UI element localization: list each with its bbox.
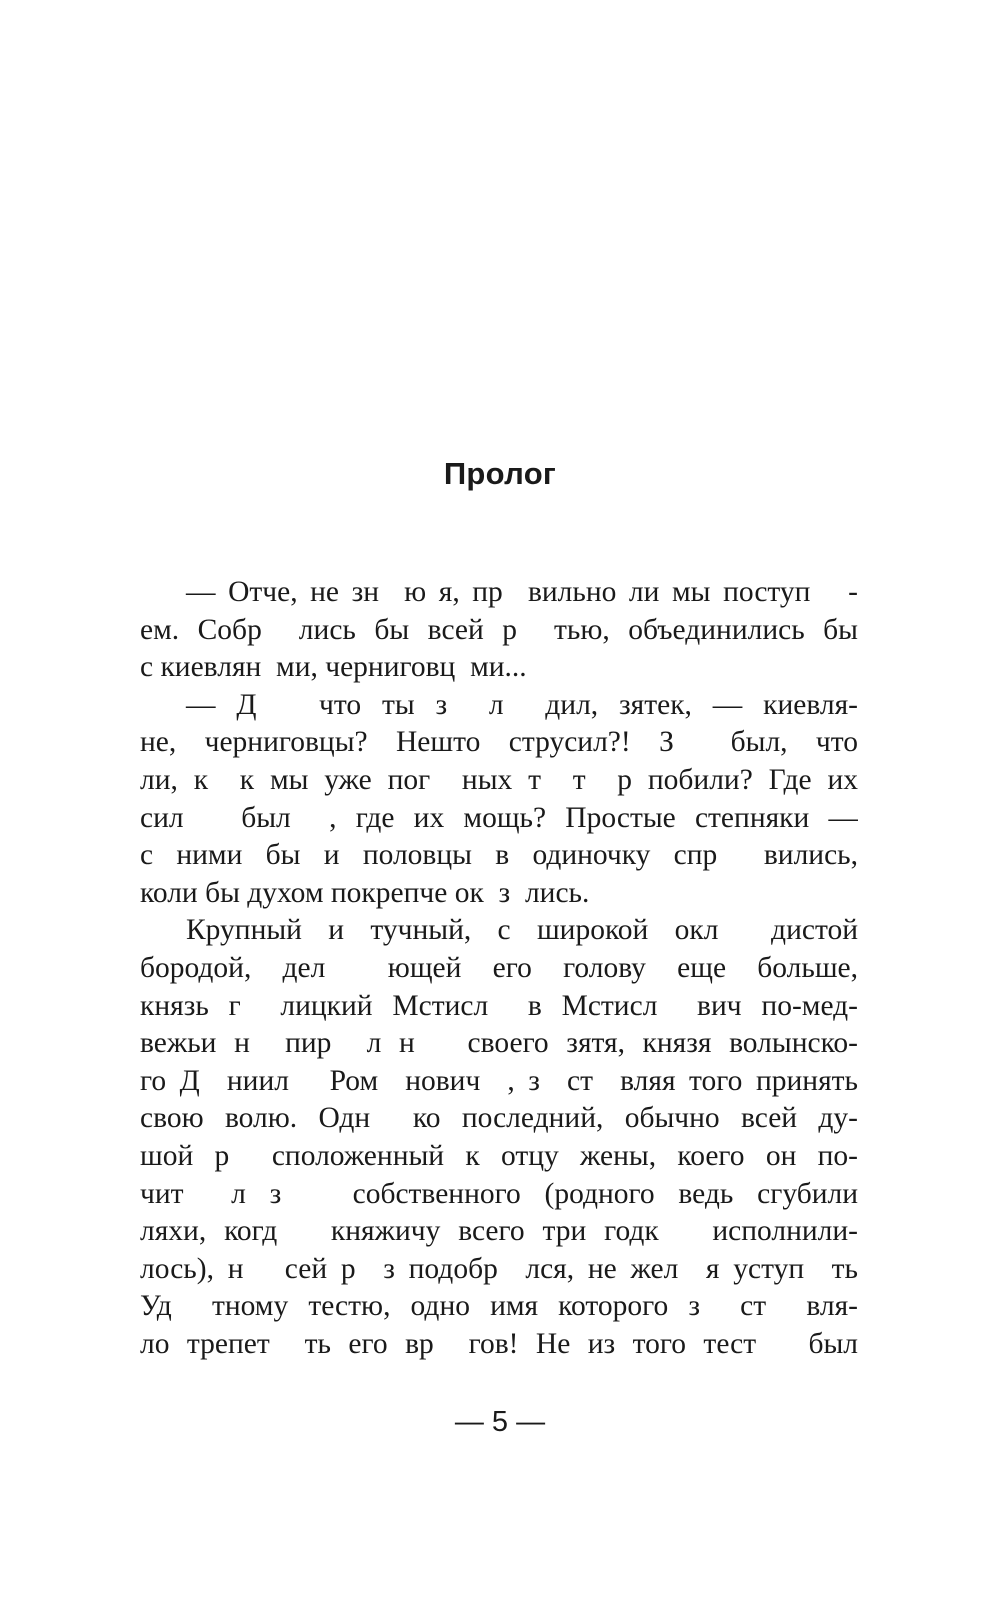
text-line: — Д что ты з л дил, зятек, — киевля- [186, 688, 858, 721]
text-line: ли, к к мы уже пог ных т т р побили? Где их [140, 763, 858, 796]
text-line: шой р сположенный к отцу жены, коего он по- [140, 1139, 858, 1172]
body-text [140, 574, 858, 1363]
text-line: лось), н сей р з подобр лся, не жел я уступ ть [140, 1252, 858, 1285]
text-line: ляхи, когд княжичу всего три годк исполнили- [140, 1215, 858, 1248]
text-line: ем. Собр лись бы всей р тью, объединились бы [140, 613, 858, 646]
chapter-title: Пролог [443, 456, 557, 491]
text-line: — Отче, не зн ю я, пр вильно ли мы поступ - [186, 576, 858, 608]
text-line: свою волю. Одн ко последний, обычно всей ду- [140, 1102, 858, 1135]
text-line: чит л з собственного (родного ведь сгубили [140, 1177, 858, 1210]
text-line: Крупный и тучный, с широкой окл дистой [186, 914, 858, 947]
text-line: с ними бы и половцы в одиночку спр вились, [140, 839, 858, 872]
text-line: князь г лицкий Мстисл в Мстисл вич по-мед- [140, 989, 858, 1022]
text-line: не, черниговцы? Нешто струсил?! З был, что [140, 726, 858, 759]
text-line: вежьи н пир л н своего зятя, князя волынско- [140, 1027, 858, 1060]
text-line: бородой, дел ющей его голову еще больше, [140, 951, 858, 984]
text-line: сил был , где их мощь? Простые степняки — [140, 801, 858, 834]
text-line: го Д ниил Ром нович , з ст вляя того принять [140, 1064, 858, 1097]
text-line: коли бы духом покрепче ок з лись. [140, 876, 590, 909]
text-line: с киевлян ми, черниговц ми... [140, 651, 527, 684]
text-line: ло трепет ть его вр гов! Не из того тест был [140, 1327, 858, 1360]
page-number: — 5 — [454, 1406, 546, 1438]
text-line: Уд тному тестю, одно имя которого з ст вля- [140, 1290, 858, 1323]
